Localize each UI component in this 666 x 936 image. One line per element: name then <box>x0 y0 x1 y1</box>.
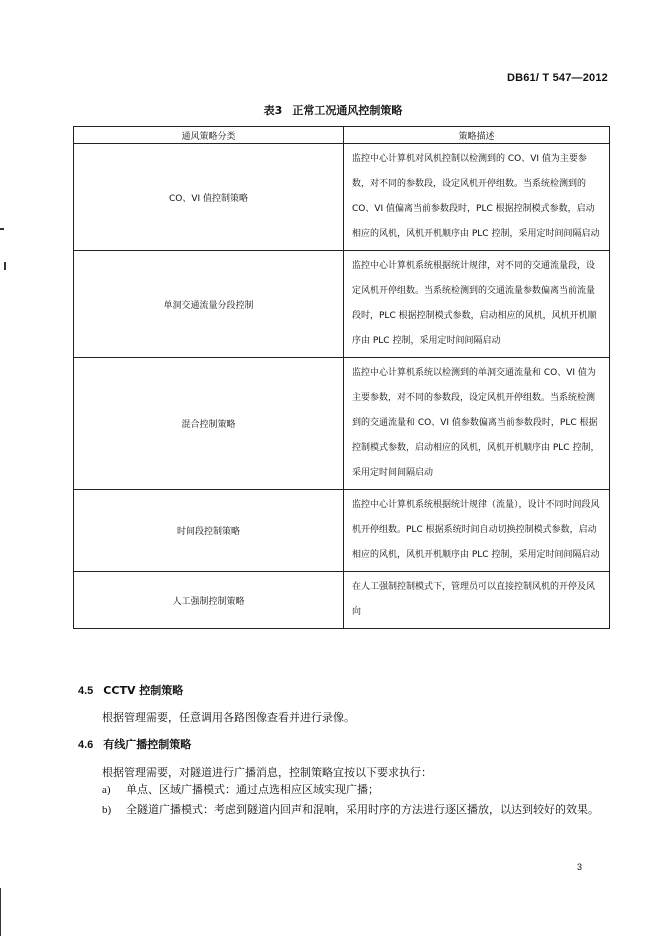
table-row <box>74 144 610 251</box>
section-number: 4.5 <box>78 685 94 697</box>
list-text: 全隧道广播模式：考虑到隧道内回声和混响，采用时序的方法进行逐区播放，以达到较好的效果。 <box>126 803 599 816</box>
table-row <box>74 490 610 572</box>
list-item <box>102 800 612 820</box>
row-category: 时间段控制策略 <box>74 490 344 572</box>
section-body: 根据管理需要，任意调用各路图像查看并进行录像。 <box>102 711 355 724</box>
page-number: 3 <box>576 862 582 872</box>
table-title: 正常工况通风控制策略 <box>292 104 403 117</box>
section-number: 4.6 <box>78 739 94 751</box>
list-item <box>102 780 612 800</box>
table-number: 表3 <box>263 104 283 117</box>
row-category: 混合控制策略 <box>74 358 344 490</box>
table-row <box>74 358 610 490</box>
row-category: 人工强制控制策略 <box>74 572 344 629</box>
section-title: CCTV 控制策略 <box>103 684 184 697</box>
section-heading-4-6 <box>78 736 191 752</box>
row-description: 监控中心计算机对风机控制以检测到的 CO、VI 值为主要参数，对不同的参数段，设定风机开停组数。当系统检测到的 CO、VI 值偏离当前参数段时，PLC 根据控制模式参数，启动相应的风机，风机开机顺序由 PLC 控制，采用定时间间隔启动 <box>344 144 610 251</box>
section-title: 有线广播控制策略 <box>103 738 192 751</box>
section-body: 根据管理需要，对隧道进行广播消息，控制策略宜按以下要求执行： <box>102 766 432 779</box>
row-category: CO、VI 值控制策略 <box>74 144 344 251</box>
header-description: 策略描述 <box>344 127 610 144</box>
document-code: DB61/ T 547—2012 <box>506 72 608 84</box>
row-description: 监控中心计算机系统根据统计规律，对不同的交通流量段，设定风机开停组数。当系统检测到的交通流量参数偏离当前流量段时，PLC 根据控制模式参数，启动相应的风机，风机开机顺序由 PLC 控制，采用定时间间隔启动 <box>344 251 610 358</box>
scan-mark <box>0 228 4 230</box>
scan-mark <box>4 262 6 270</box>
row-description: 在人工强制控制模式下，管理员可以直接控制风机的开停及风向 <box>344 572 610 629</box>
table-row <box>74 572 610 629</box>
table-row <box>74 251 610 358</box>
list-marker: b) <box>102 804 112 816</box>
row-description: 监控中心计算机系统根据统计规律（流量），设计不同时间段风机开停组数。PLC 根据系统时间自动切换控制模式参数，启动相应的风机，风机开机顺序由 PLC 控制，采用定时间间隔启动 <box>344 490 610 572</box>
header-category: 通风策略分类 <box>74 127 344 144</box>
section-heading-4-5 <box>78 682 183 698</box>
ventilation-strategy-table <box>73 126 610 629</box>
table-header-row <box>74 127 610 144</box>
table-caption <box>0 102 666 118</box>
list-marker: a) <box>102 784 111 796</box>
scan-edge-line <box>0 888 1 936</box>
row-category: 单洞交通流量分段控制 <box>74 251 344 358</box>
row-description: 监控中心计算机系统以检测到的单洞交通流量和 CO、VI 值为主要参数，对不同的参数段，设定风机开停组数。当系统检测到的交通流量和 CO、VI 值参数偏离当前参数段时，PLC 根据控制模式参数，启动相应的风机，风机开机顺序由 PLC 控制，采用定时间间隔启动 <box>344 358 610 490</box>
list-text: 单点、区域广播模式：通过点选相应区域实现广播； <box>126 783 379 796</box>
